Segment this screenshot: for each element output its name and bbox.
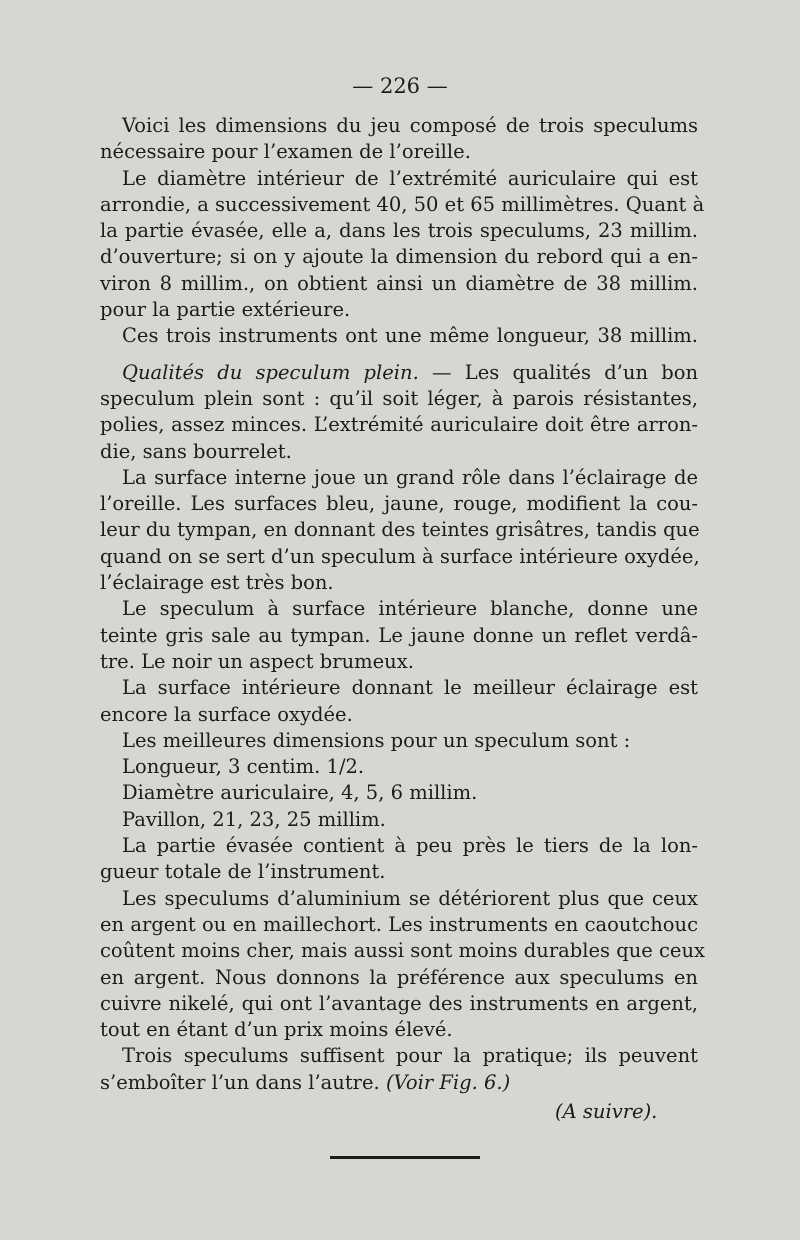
line-text: arrondie, a successivement 40, 50 et 65 millimètres. Quant à: [100, 192, 705, 216]
line-text: teinte gris sale au tympan. Le jaune donne un reflet verdâ-: [100, 623, 698, 647]
text-line: [100, 991, 698, 1017]
text-line: [100, 886, 698, 912]
text-line: [100, 244, 698, 270]
line-text: La surface intérieure donnant le meilleur éclairage est: [122, 676, 698, 700]
line-text: Le speculum à surface intérieure blanche, donne une: [122, 597, 698, 621]
text-line: [100, 807, 698, 833]
line-text: cuivre nikelé, qui ont l’avantage des instruments en argent,: [100, 991, 698, 1015]
line-text: nécessaire pour l’examen de l’oreille.: [100, 140, 471, 164]
text-line: [100, 1017, 698, 1043]
text-line: [100, 386, 698, 412]
text-line: [100, 780, 698, 806]
text-line: [100, 544, 698, 570]
line-text: Pavillon, 21, 23, 25 millim.: [122, 807, 386, 831]
text-line: [100, 166, 698, 192]
text-line: [100, 649, 698, 675]
line-text: Les speculums d’aluminium se détériorent plus que ceux: [122, 886, 698, 910]
text-line: [100, 754, 698, 780]
line-text: quand on se sert d’un speculum à surface intérieure oxydée,: [100, 544, 700, 568]
line-text: s’emboîter l’un dans l’autre.: [100, 1070, 386, 1094]
line-text: Longueur, 3 centim. 1/2.: [122, 755, 365, 779]
section-heading: Qualités du speculum plein.: [122, 360, 419, 384]
text-line: [100, 297, 698, 323]
text-line: [100, 139, 698, 165]
line-text: l’oreille. Les surfaces bleu, jaune, rouge, modifient la cou-: [100, 492, 698, 516]
line-text: tre. Le noir un aspect brumeux.: [100, 649, 414, 673]
text-line: [100, 192, 705, 218]
line-text: speculum plein sont : qu’il soit léger, à parois résistantes,: [100, 386, 698, 410]
text-line: [100, 938, 706, 964]
to-be-continued: (A suivre).: [555, 1100, 658, 1123]
line-text: gueur totale de l’instrument.: [100, 860, 386, 884]
text-line: [100, 623, 698, 649]
body-text: [100, 113, 706, 1096]
text-line: [100, 728, 698, 754]
text-line: [100, 517, 698, 543]
line-text: Voici les dimensions du jeu composé de trois speculums: [122, 114, 698, 137]
text-line: [100, 833, 698, 859]
line-text: leur du tympan, en donnant des teintes grisâtres, tandis que: [100, 518, 700, 542]
line-text: pour la partie extérieure.: [100, 298, 351, 322]
line-text: encore la surface oxydée.: [100, 702, 353, 726]
line-text: La surface interne joue un grand rôle dans l’éclairage de: [122, 465, 698, 489]
line-text: die, sans bourrelet.: [100, 439, 292, 463]
line-text: en argent. Nous donnons la préférence aux speculums en: [100, 965, 698, 989]
text-line: [100, 491, 698, 517]
text-line: [100, 271, 698, 297]
text-line: [100, 350, 698, 360]
text-line: [100, 675, 698, 701]
line-text: Le diamètre intérieur de l’extrémité auriculaire qui est: [122, 166, 698, 190]
text-line: [100, 596, 698, 622]
text-line: [100, 360, 698, 386]
page-number: — 226 —: [352, 74, 448, 98]
text-line: [100, 439, 698, 465]
text-line: [100, 912, 698, 938]
line-text: la partie évasée, elle a, dans les trois speculums, 23 millim.: [100, 219, 698, 243]
line-text: Diamètre auriculaire, 4, 5, 6 millim.: [122, 781, 478, 805]
text-line: [100, 113, 698, 139]
text-line: [100, 570, 698, 596]
text-line: [100, 1070, 698, 1096]
text-line: [100, 465, 698, 491]
text-line: [100, 412, 698, 438]
line-text: en argent ou en maillechort. Les instruments en caoutchouc: [100, 912, 698, 936]
text-line: [100, 323, 698, 349]
line-text: Les meilleures dimensions pour un speculum sont :: [122, 728, 631, 752]
line-text: Trois speculums suffisent pour la pratique; ils peuvent: [122, 1044, 698, 1068]
text-line: [100, 702, 698, 728]
figure-reference: (Voir Fig. 6.): [385, 1070, 511, 1094]
text-line: [100, 859, 698, 885]
line-text: tout en étant d’un prix moins élevé.: [100, 1018, 453, 1042]
line-text: l’éclairage est très bon.: [100, 571, 334, 595]
line-text: La partie évasée contient à peu près le tiers de la lon-: [122, 834, 698, 858]
text-line: [100, 965, 698, 991]
line-text: viron 8 millim., on obtient ainsi un diamètre de 38 millim.: [100, 271, 698, 295]
line-text: Ces trois instruments ont une même longueur, 38 millim.: [122, 324, 698, 348]
text-line: [100, 218, 698, 244]
line-text: coûtent moins cher, mais aussi sont moins durables que ceux: [100, 939, 706, 963]
line-text: — Les qualités d’un bon: [418, 360, 699, 384]
text-line: [100, 1043, 698, 1069]
line-text: polies, assez minces. L’extrémité auriculaire doit être arron-: [100, 413, 698, 437]
line-text: d’ouverture; si on y ajoute la dimension du rebord qui a en-: [100, 245, 698, 269]
section-divider: [330, 1156, 480, 1159]
